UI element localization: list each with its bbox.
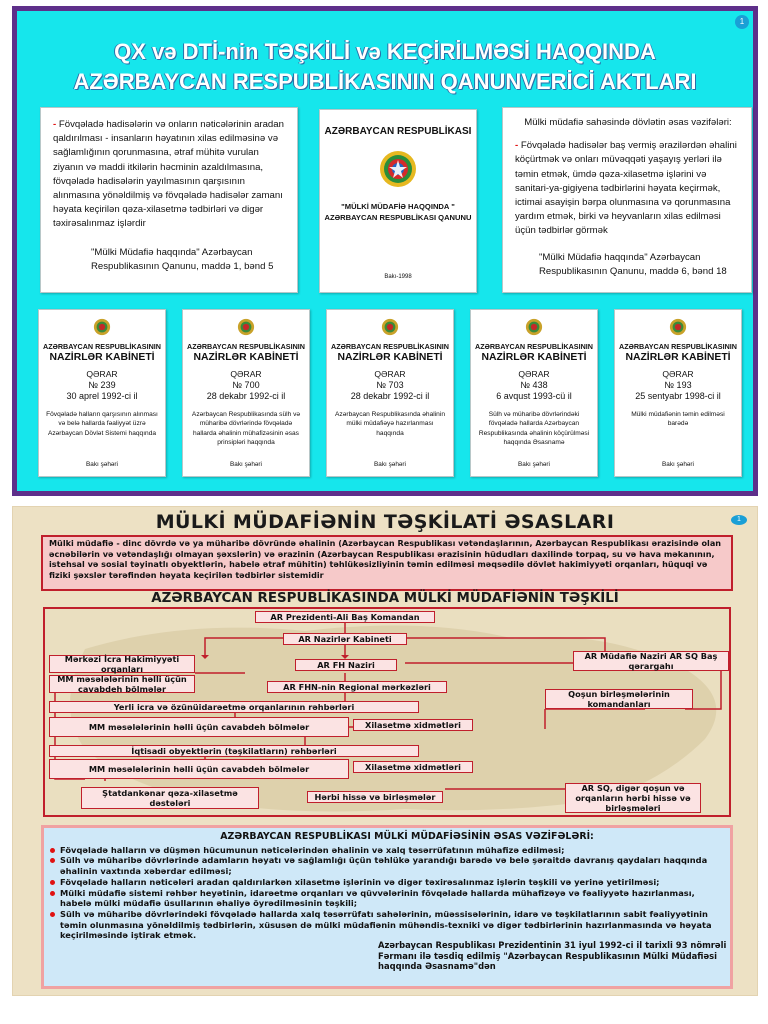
state-emblem-icon (381, 318, 399, 336)
legislation-slide (12, 6, 758, 496)
decision-city: Bakı şəhəri (230, 461, 262, 468)
title-line-1: QX və DTİ-nin TƏŞKİLİ və KEÇİRİLMƏSİ HAQQINDA (114, 39, 656, 64)
decision-number: № 700 (232, 380, 260, 390)
law-book-card (319, 109, 477, 293)
list-item: Mülki müdafiə sistemi rəhbər heyətinin, idarəetmə orqanları və qüvvələrinin fövqəladə hallarda mühafizəyə və fəaliyyətə hazırlanması, habelə mülki müdafiə üsullarının əhaliyə öyrədilməsinin təşkili; (50, 888, 724, 909)
decision-number: № 438 (520, 380, 548, 390)
decision-date: 28 dekabr 1992-ci il (350, 391, 430, 401)
list-item: Sülh və müharibə dövrlərindəki fövqəladə hallarda xalq təsərrüfatı sahələrinin, müəssisələrinin, idarə və təşkilatlarının sabit fəaliyyətinin təmin olunmasına yönəldilmiş tədbirlərin, xüsusən də mülki müdafiənin mühəndis-texniki və digər tədbirlərinin hazırlanmasında və həyata keçirilməsində iştirak etmək. (50, 909, 724, 941)
decision-cabinet: NAZİRLƏR KABİNETİ (625, 352, 731, 363)
decision-city: Bakı şəhəri (518, 461, 550, 468)
staff-units-box: Ştatdankənar qəza-xilasetmə dəstələri (81, 787, 259, 809)
local-mm-box: MM məsələlərinin həlli üçün cavabdeh bölmələr (49, 717, 349, 737)
decision-kind: QƏRAR (86, 369, 118, 379)
decision-card (326, 309, 454, 477)
duties-list (50, 845, 724, 941)
decision-org: AZƏRBAYCAN RESPUBLİKASININ (187, 342, 305, 351)
rescue-services-box: Xilasetmə xidmətləri (353, 761, 473, 773)
list-item: Fövqəladə halların və düşmən hücumunun nəticələrindən əhalinin və xalq təsərrüfatının mühafizə edilməsi; (50, 845, 724, 856)
president-box: AR Prezidenti-Ali Baş Komandan (255, 611, 435, 623)
decision-kind: QƏRAR (230, 369, 262, 379)
decision-date: 25 sentyabr 1998-ci il (635, 391, 721, 401)
mm-bodies-box: MM məsələlərinin həlli üçün cavabdeh bölmələr (49, 675, 195, 693)
decision-subject: Sülh və müharibə dövrlərindəki fövqəladə hallarda Azərbaycan Respublikasında əhalinin köçürülməsi haqqında Əsasnamə (478, 411, 590, 447)
decision-subject: Fövqəladə halların qarşısının alınması və belə hallarda fəaliyyət üzrə Azərbaycan Dövlət Sistemi haqqında (46, 411, 158, 437)
fh-minister-box: AR FH Naziri (295, 659, 397, 671)
state-emblem-icon (378, 149, 418, 189)
bullet-dash: - (515, 140, 521, 152)
economic-heads-box: İqtisadi obyektlərin (təşkilatların) rəhbərləri (49, 745, 419, 757)
regional-centers-box: AR FHN-nin Regional mərkəzləri (267, 681, 447, 693)
decision-subject: Azərbaycan Respublikasında sülh və müharibə dövrlərində fövqəladə hallarda əhalinin mühafizəsinin əsas prinsipləri haqqında (191, 411, 301, 447)
decision-cabinet: NAZİRLƏR KABİNETİ (49, 352, 155, 363)
main-duties-box (41, 825, 733, 989)
local-authorities-box: Yerli icra və özünüidarəetmə orqanlarının rəhbərləri (49, 701, 419, 713)
military-units-box: Hərbi hissə və birləşmələr (307, 791, 443, 803)
decision-number: № 193 (664, 380, 692, 390)
decision-org: AZƏRBAYCAN RESPUBLİKASININ (475, 342, 593, 351)
decision-number: № 703 (376, 380, 404, 390)
decision-cabinet: NAZİRLƏR KABİNETİ (193, 352, 299, 363)
decision-kind: QƏRAR (374, 369, 406, 379)
state-duties-card (502, 107, 752, 293)
slide-title (17, 37, 753, 97)
source-line-2: Respublikasının Qanunu, maddə 1, bənd 5 (91, 260, 274, 272)
list-item: Sülh və müharibə dövrlərində adamların həyatı və sağlamlığı üçün təhlükə yarandığı barədə və belə şəraitdə davranış qaydaları haqqında əhalinin vaxtında xəbərdar edilməsi; (50, 855, 724, 876)
slide-number-badge: 1 (731, 515, 747, 525)
state-emblem-icon (525, 318, 543, 336)
book-header: AZƏRBAYCAN RESPUBLİKASI (324, 126, 472, 137)
duties-source: Azərbaycan Respublikası Prezidentinin 31 iyul 1992-ci il tarixli 93 nömrəli Fərmanı ilə təsdiq edilmiş "Azərbaycan Respublikasının Mülki Müdafiəsi haqqında Əsasnamə"dən (378, 940, 727, 972)
source-line-2: Respublikasının Qanunu, maddə 6, bənd 18 (539, 265, 727, 277)
state-emblem-icon (669, 318, 687, 336)
duties-heading: Mülki müdafiə sahəsində dövlətin əsas vəzifələri: (524, 117, 732, 128)
slide-number-badge: 1 (735, 15, 749, 29)
decision-city: Bakı şəhəri (86, 461, 118, 468)
decision-date: 6 avqust 1993-cü il (496, 391, 572, 401)
source-line-1: "Mülki Müdafiə haqqında" Azərbaycan (539, 251, 701, 263)
decision-date: 28 dekabr 1992-ci il (206, 391, 286, 401)
list-item: Fövqəladə halların nəticələri aradan qaldırılarkən xilasetmə işlərinin və digər təxirəsalınmaz işlərin təşkili və yerinə yetirilməsi; (50, 877, 724, 888)
decision-card (182, 309, 310, 477)
troops-command-box: Qoşun birləşmələrinin komandanları (545, 689, 693, 709)
cabinet-box: AR Nazirlər Kabineti (283, 633, 407, 645)
decision-card (38, 309, 166, 477)
slide-title: MÜLKİ MÜDAFİƏNİN TƏŞKİLATİ ƏSASLARI (155, 511, 615, 533)
title-line-2: AZƏRBAYCAN RESPUBLİKASININ QANUNVERİCİ AKTLARI (73, 69, 697, 94)
org-chart (43, 607, 731, 817)
book-title-line-1: "MÜLKİ MÜDAFİƏ HAQQINDA " (341, 202, 455, 211)
decision-city: Bakı şəhəri (662, 461, 694, 468)
decision-org: AZƏRBAYCAN RESPUBLİKASININ (619, 342, 737, 351)
rescue-services-box: Xilasetmə xidmətləri (353, 719, 473, 731)
duties-title: AZƏRBAYCAN RESPUBLİKASI MÜLKİ MÜDAFİƏSİNİN ƏSAS VƏZİFƏLƏRİ: (220, 831, 594, 842)
decision-subject: Mülki müdafiənin təmin edilməsi barədə (631, 411, 725, 428)
decision-org: AZƏRBAYCAN RESPUBLİKASININ (331, 342, 449, 351)
other-troops-box: AR SQ, digər qoşun və orqanların hərbi hissə və birləşmələri (565, 783, 701, 813)
defense-box: AR Müdafiə Naziri AR SQ Baş qərargahı (573, 651, 729, 671)
central-exec-box: Mərkəzi İcra Hakimiyyəti orqanları (49, 655, 195, 673)
duties-text: Fövqəladə hadisələr baş vermiş ərazilərdən əhalini köçürtmək və onları müvəqqəti yaşayış yerləri ilə təmin etmək, ümdə qəza-xilasetmə işlərini və sanitari-ya-gigiyena tədbirlərini həyata keçirmək, ictimai asayişin bərpa olunmasına və qorunmasına yardım etmək, birki və heyvanların xilas edilməsi üçün tədbirlər görmək (515, 140, 737, 237)
definition-text: Fövqəladə hadisələrin və onların nəticələrinin aradan qaldırılması - insanların həyatının xilas edilməsinə və sağlamlığının qorunmasına, ətraf mühitə vurulan ziyanın və maddi itkilərin həcminin azaldılmasına, fövqəladə hadisələrin yayılmasının qarşısının alınmasına yönəldilmiş və fövqəladə hadisələr zamanı həyata keçirilən qəza-xilasetmə tədbirləri və digər təxirəsalınmaz işlərdir (53, 119, 284, 230)
source-line-1: "Mülki Müdafiə haqqında" Azərbaycan (91, 246, 253, 258)
decision-number: № 239 (88, 380, 116, 390)
decision-kind: QƏRAR (662, 369, 694, 379)
decision-subject: Azərbaycan Respublikasında əhalinin mülki müdafiəyə hazırlanması haqqında (335, 411, 445, 437)
decision-cabinet: NAZİRLƏR KABİNETİ (337, 352, 443, 363)
decision-card (470, 309, 598, 477)
book-title (320, 201, 476, 223)
state-emblem-icon (93, 318, 111, 336)
decision-kind: QƏRAR (518, 369, 550, 379)
org-chart-title: AZƏRBAYCAN RESPUBLİKASINDA MÜLKİ MÜDAFİƏNİN TƏŞKİLİ (151, 591, 619, 606)
bullet-dash: - (53, 119, 59, 130)
decision-card (614, 309, 742, 477)
book-title-line-2: AZƏRBAYCAN RESPUBLİKASI QANUNU (324, 213, 472, 222)
decision-city: Bakı şəhəri (374, 461, 406, 468)
book-city-year: Bakı-1998 (384, 274, 412, 280)
organization-slide (12, 506, 758, 996)
economic-mm-box: MM məsələlərinin həlli üçün cavabdeh bölmələr (49, 759, 349, 779)
decision-org: AZƏRBAYCAN RESPUBLİKASININ (43, 342, 161, 351)
decision-date: 30 aprel 1992-ci il (66, 391, 138, 401)
definition-box: Mülki müdafiə - dinc dövrdə və ya müharibə dövründə əhalinin (Azərbaycan Respublikası vətəndaşlarının, Azərbaycan Respublikası ərazisində olan əcnəbilərin və vətəndaşlığı olmayan şəxslərin) və ərazinin (Azərbaycan Respublikası ərazisinin hüdudları daxilində torpaq, su və hava məkanının, istehsal və sosial təyinatlı obyektlərin, habelə ətraf mühitin) təhlükəsizliyinin təmin edilməsi məqsədilə dövlət hakimiyyəti orqanları, hüquqi və fiziki şəxslər tərəfindən həyata keçirilən tədbirlər sistemidir (41, 535, 733, 591)
state-emblem-icon (237, 318, 255, 336)
definition-card (40, 107, 298, 293)
decision-cabinet: NAZİRLƏR KABİNETİ (481, 352, 587, 363)
